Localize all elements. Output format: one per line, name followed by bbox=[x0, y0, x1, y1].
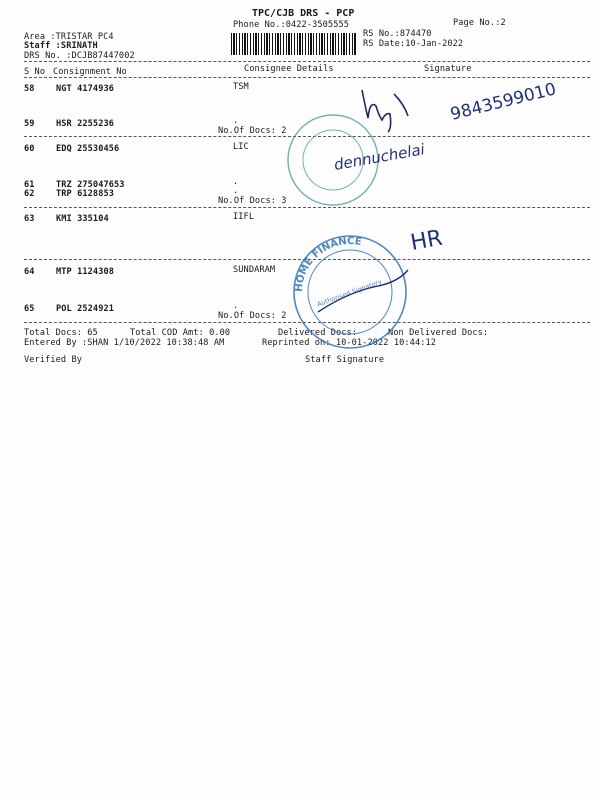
row-sno: 59 bbox=[24, 119, 35, 129]
row-docs: No.Of Docs: 2 bbox=[218, 311, 287, 321]
rs-date: RS Date:10-Jan-2022 bbox=[363, 39, 464, 49]
row-details: TSM bbox=[233, 82, 249, 92]
area-label: Area :TRISTAR PC4 bbox=[24, 32, 114, 42]
reprinted-on: Reprinted on: 10-01-2022 10:44:12 bbox=[262, 338, 437, 348]
row-details: SUNDARAM bbox=[233, 265, 276, 275]
row-sno: 65 bbox=[24, 304, 35, 314]
row-details: LIC bbox=[233, 142, 249, 152]
handwritten-hr: HR bbox=[408, 225, 445, 256]
verified-by: Verified By bbox=[24, 355, 83, 365]
home-finance-stamp bbox=[294, 236, 406, 348]
row-consignment: NGT 4174936 bbox=[56, 84, 115, 94]
row-consignment: TRZ 275047653 bbox=[56, 180, 125, 190]
dot: . bbox=[233, 177, 239, 187]
row-sno: 64 bbox=[24, 267, 35, 277]
svg-text:Authorised Signatory: Authorised Signatory bbox=[315, 277, 383, 309]
row-sno: 63 bbox=[24, 214, 35, 224]
row-sno: 58 bbox=[24, 84, 35, 94]
col-sno: S No bbox=[24, 67, 46, 77]
row-consignment: HSR 2255236 bbox=[56, 119, 115, 129]
page-number: Page No.:2 bbox=[453, 18, 506, 28]
signature-scribble bbox=[362, 90, 408, 132]
dot: . bbox=[233, 301, 239, 311]
row-consignment: POL 2524921 bbox=[56, 304, 115, 314]
row-consignment: TRP 6128853 bbox=[56, 189, 115, 199]
delivered-docs: Delivered Docs: bbox=[278, 328, 358, 338]
document-title: TPC/CJB DRS - PCP bbox=[252, 8, 355, 19]
col-consignment: Consignment No bbox=[53, 67, 127, 77]
total-docs: Total Docs: 65 bbox=[24, 328, 98, 338]
row-consignment: MTP 1124308 bbox=[56, 267, 115, 277]
staff-signature: Staff Signature bbox=[305, 355, 385, 365]
col-consignee: Consignee Details bbox=[244, 64, 334, 74]
dot: . bbox=[233, 186, 239, 196]
row-details: IIFL bbox=[233, 212, 255, 222]
col-signature: Signature bbox=[424, 64, 472, 74]
handwritten-name: dennuchelai bbox=[332, 140, 427, 174]
row-sno: 60 bbox=[24, 144, 35, 154]
row-consignment: KMI 335104 bbox=[56, 214, 109, 224]
non-delivered-docs: Non Delivered Docs: bbox=[388, 328, 489, 338]
entered-by: Entered By :SHAN 1/10/2022 10:38:48 AM bbox=[24, 338, 225, 348]
total-cod: Total COD Amt: 0.00 bbox=[130, 328, 231, 338]
handwritten-phone: 9843599010 bbox=[448, 79, 559, 125]
row-docs: No.Of Docs: 2 bbox=[218, 126, 287, 136]
staff-label: Staff :SRINATH bbox=[24, 41, 98, 51]
drs-number: DRS No. :DCJB87447002 bbox=[24, 51, 135, 61]
row-consignment: EDQ 25530456 bbox=[56, 144, 120, 154]
rs-number: RS No.:874470 bbox=[363, 29, 432, 39]
phone-number: Phone No.:0422-3505555 bbox=[233, 20, 350, 30]
row-sno: 62 bbox=[24, 189, 35, 199]
svg-text:HOME FINANCE: HOME FINANCE bbox=[293, 235, 363, 293]
dot: . bbox=[233, 116, 239, 126]
row-sno: 61 bbox=[24, 180, 35, 190]
row-docs: No.Of Docs: 3 bbox=[218, 196, 287, 206]
